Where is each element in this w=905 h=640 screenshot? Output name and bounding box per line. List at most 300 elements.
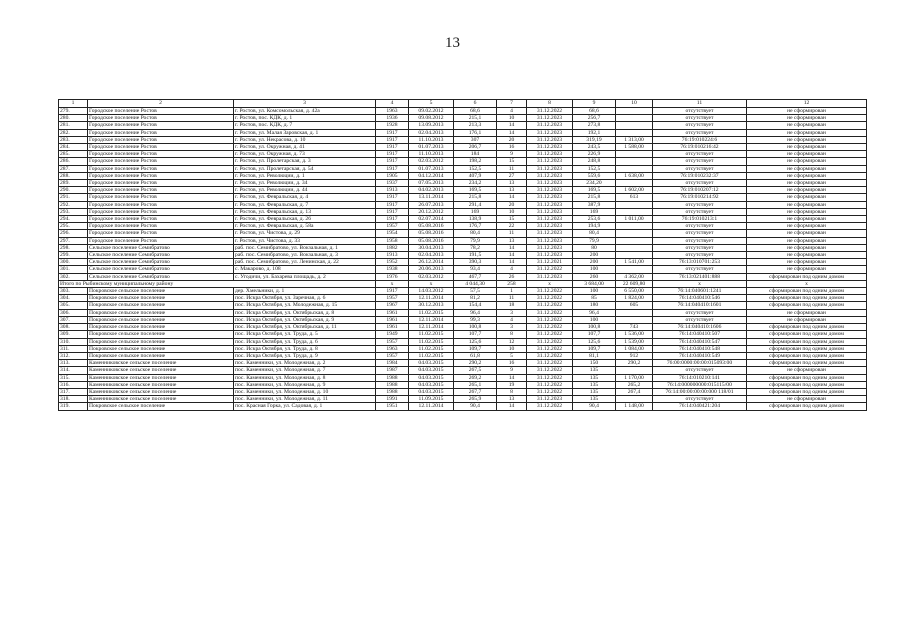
table-cell: 1917 (376, 194, 409, 201)
table-cell: 387,9 (573, 201, 616, 208)
table-row (59, 187, 867, 194)
table-cell: не сформирован (747, 252, 867, 259)
table-cell: 109,7 (573, 345, 616, 352)
table-cell: г. Ростов, пос. КДК, д. 7 (234, 122, 376, 129)
table-cell: сформирован под одним домом (747, 360, 867, 367)
table-cell: пос. Каменники, ул. Молодежная, д. 2 (234, 360, 376, 367)
table-cell: не сформирован (747, 165, 867, 172)
table-cell: 04.03.2015 (409, 360, 454, 367)
table-cell (616, 165, 653, 172)
table-cell: 1917 (376, 151, 409, 158)
row-number-cell: 308. (59, 324, 88, 331)
table-cell: пос. Каменники, ул. Молодежная, д. 7 (234, 367, 376, 374)
table-cell: 31.12.2023 (527, 208, 573, 215)
table-cell (616, 230, 653, 237)
table-cell: 31.12.2022 (527, 374, 573, 381)
table-cell: не сформирован (747, 172, 867, 179)
row-number-cell: 294. (59, 216, 88, 223)
table-cell: 100 (573, 316, 616, 323)
table-cell: сформирован под одним домом (747, 338, 867, 345)
table-cell: 125,6 (454, 338, 497, 345)
table-row (59, 309, 867, 316)
table-cell: сформирован под одним домом (747, 403, 867, 410)
table-cell: Городское поселение Ростов (88, 158, 234, 165)
table-cell: 9 (497, 367, 527, 374)
table-cell: 1938 (376, 266, 409, 273)
table-cell: 61,8 (454, 352, 497, 359)
table-row (59, 345, 867, 352)
table-cell: 04.03.2015 (409, 388, 454, 395)
table-cell: не сформирован (747, 208, 867, 215)
table-cell: 14 (497, 374, 527, 381)
table-cell: 215,1 (454, 115, 497, 122)
table-cell: 76:14:040410:546 (653, 295, 747, 302)
row-number-cell: 288. (59, 172, 88, 179)
table-cell: 31.12.2022 (527, 331, 573, 338)
table-cell: 31.12.2022 (527, 345, 573, 352)
table-row (59, 367, 867, 374)
table-cell: 80,4 (454, 230, 497, 237)
table-cell: не сформирован (747, 201, 867, 208)
table-cell: 4 044,30 (454, 280, 497, 287)
table-cell: 1882 (376, 244, 409, 251)
table-cell: сформирован под одним домом (747, 324, 867, 331)
table-cell: 3 684,00 (573, 280, 616, 287)
table-cell: 4 (497, 266, 527, 273)
table-cell (616, 316, 653, 323)
table-cell: 1917 (376, 288, 409, 295)
table-cell: отсутствует (653, 108, 747, 115)
table-cell: 1917 (376, 136, 409, 143)
table-cell: 307 (454, 136, 497, 143)
table-cell: Городское поселение Ростов (88, 194, 234, 201)
table-cell: 1 011,00 (616, 216, 653, 223)
table-cell: Каменниковское сельское поселение (88, 381, 234, 388)
table-cell: 11 (497, 165, 527, 172)
row-number-cell: 315. (59, 374, 88, 381)
table-cell: не сформирован (747, 244, 867, 251)
table-cell: 1963 (376, 345, 409, 352)
table-cell: 09.02.2012 (409, 108, 454, 115)
table-cell: 31.12.2022 (527, 295, 573, 302)
table-cell: 206,7 (454, 144, 497, 151)
table-cell: 269,2 (454, 374, 497, 381)
table-cell: 31.12.2022 (527, 338, 573, 345)
table-cell: 31.12.2022 (527, 288, 573, 295)
table-cell: отсутствует (653, 180, 747, 187)
table-cell: 135 (573, 374, 616, 381)
row-number-cell: 295. (59, 223, 88, 230)
row-number-cell: 301. (59, 266, 88, 273)
table-cell: отсутствует (653, 129, 747, 136)
table-cell: 02.07.2014 (409, 216, 454, 223)
table-cell: 1957 (376, 295, 409, 302)
table-cell: x (527, 280, 573, 287)
table-row (59, 158, 867, 165)
table-row (59, 180, 867, 187)
table-cell: 31.12.2023 (527, 129, 573, 136)
table-row (59, 230, 867, 237)
table-cell: 76:19:010207:12 (653, 187, 747, 194)
table-cell: 1961 (376, 316, 409, 323)
table-cell: Покровское сельское поселение (88, 345, 234, 352)
table-cell: сформирован под одним домом (747, 288, 867, 295)
table-cell: г. Ростов, ул. Революции, д. 1 (234, 172, 376, 179)
table-cell: не сформирован (747, 158, 867, 165)
table-cell: 152,5 (573, 165, 616, 172)
table-cell: 135 (573, 396, 616, 403)
table-cell: отсутствует (653, 115, 747, 122)
table-cell: 31.12.2023 (527, 194, 573, 201)
table-cell: 31.12.2022 (527, 266, 573, 273)
table-cell: 20.06.2013 (409, 266, 454, 273)
table-cell: г. Ростов, ул. Чистова, д. 33 (234, 237, 376, 244)
table-cell: пос. Искра Октября, ул. Труда, д. 5 (234, 331, 376, 338)
table-cell: г. Ростов, ул. Февральская, д. 4 (234, 194, 376, 201)
table-cell: 31.12.2023 (527, 396, 573, 403)
column-number-cell: 1 (59, 100, 88, 108)
table-row (59, 374, 867, 381)
table-cell: отсутствует (653, 208, 747, 215)
table-cell: 93,4 (454, 266, 497, 273)
table-cell: 200 (573, 252, 616, 259)
row-number-cell: 303. (59, 288, 88, 295)
table-cell: 12.11.2014 (409, 316, 454, 323)
table-cell: 192,1 (573, 129, 616, 136)
table-cell: 76:14:000000000:015115/00 (653, 381, 747, 388)
table-cell: 1 536,00 (616, 331, 653, 338)
table-cell: Покровское сельское поселение (88, 309, 234, 316)
row-number-cell: 299. (59, 252, 88, 259)
table-cell: 11 (497, 230, 527, 237)
table-cell: 13.09.2013 (409, 122, 454, 129)
table-cell: пос. Искра Октября, ул. Труда, д. 6 (234, 338, 376, 345)
table-cell: Городское поселение Ростов (88, 223, 234, 230)
table-cell (616, 252, 653, 259)
table-cell: 68,6 (454, 108, 497, 115)
table-cell: г. Ростов, ул. Пролетарская, д. 54 (234, 165, 376, 172)
table-cell: 135 (573, 367, 616, 374)
table-cell: 1988 (376, 381, 409, 388)
table-cell: 1905 (376, 172, 409, 179)
table-cell: 11.09.2015 (409, 396, 454, 403)
table-cell: Покровское сельское поселение (88, 295, 234, 302)
row-number-cell: 316. (59, 381, 88, 388)
table-cell: 20.12.2012 (409, 208, 454, 215)
table-cell: 258 (497, 280, 527, 287)
table-cell: 76:19:010216:42 (653, 144, 747, 151)
table-cell: не сформирован (747, 194, 867, 201)
table-cell: 12.11.2014 (409, 324, 454, 331)
table-cell: 11.02.2015 (409, 338, 454, 345)
table-cell: 31.12.2022 (527, 360, 573, 367)
table-cell (616, 244, 653, 251)
table-cell: Покровское сельское поселение (88, 403, 234, 410)
table-cell: не сформирован (747, 129, 867, 136)
page-number: 13 (445, 35, 460, 51)
table-cell: дер. Хмельники, д. 1 (234, 288, 376, 295)
table-row (59, 108, 867, 115)
table-cell: 31.12.2022 (527, 352, 573, 359)
table-cell: 1 (497, 288, 527, 295)
table-cell: отсутствует (653, 165, 747, 172)
table-cell (616, 180, 653, 187)
table-cell: 1949 (376, 331, 409, 338)
table-cell: 05.08.2016 (409, 237, 454, 244)
row-number-cell: 291. (59, 194, 88, 201)
table-cell: не сформирован (747, 367, 867, 374)
table-cell: 31.12.2023 (527, 122, 573, 129)
table-row (59, 302, 867, 309)
table-cell: 1954 (376, 230, 409, 237)
table-cell (616, 122, 653, 129)
table-cell: 10 (497, 115, 527, 122)
table-cell: 1 170,00 (616, 374, 653, 381)
table-cell: раб. пос. Семибратово, ул. Ленинская, д. 22 (234, 259, 376, 266)
table-cell: 80,4 (573, 230, 616, 237)
table-cell: пос. Каменники, ул. Молодежная, д. 11 (234, 396, 376, 403)
table-cell: 243,5 (573, 144, 616, 151)
table-cell: Покровское сельское поселение (88, 331, 234, 338)
table-cell: 1952 (376, 259, 409, 266)
table-cell: 265,2 (616, 381, 653, 388)
row-number-cell: 318. (59, 396, 88, 403)
table-cell: 99,3 (454, 316, 497, 323)
table-cell: 1976 (376, 273, 409, 280)
table-cell: Городское поселение Ростов (88, 108, 234, 115)
table-cell: Городское поселение Ростов (88, 230, 234, 237)
table-cell: 3 (497, 324, 527, 331)
table-cell: пос. Каменники, ул. Молодежная, д. 9 (234, 381, 376, 388)
table-cell: 57,5 (454, 288, 497, 295)
table-cell: 13 (497, 180, 527, 187)
table-cell: 152,5 (454, 165, 497, 172)
table-row (59, 136, 867, 143)
table-cell: 4 362,00 (616, 273, 653, 280)
table-cell: г. Ростов, ул. Февральская, д. 58а (234, 223, 376, 230)
table-cell: 22 (497, 223, 527, 230)
table-cell: 150 (573, 360, 616, 367)
table-cell: 76:14:040410:547 (653, 338, 747, 345)
table-cell: Покровское сельское поселение (88, 324, 234, 331)
table-row (59, 223, 867, 230)
table-cell: 13 (497, 187, 527, 194)
table-cell: Городское поселение Ростов (88, 136, 234, 143)
row-number-cell: 311. (59, 345, 88, 352)
table-cell: Сельское поселение Семибратово (88, 266, 234, 273)
table-cell: 1917 (376, 216, 409, 223)
table-cell: 125,6 (573, 338, 616, 345)
table-cell: 4 (497, 108, 527, 115)
table-cell: г. Ростов, ул. Комсомольская, д. 42а (234, 108, 376, 115)
table-cell: 31.12.2022 (527, 324, 573, 331)
table-row (59, 194, 867, 201)
table-cell: 14 (497, 403, 527, 410)
table-cell: 1961 (376, 309, 409, 316)
table-cell: не сформирован (747, 151, 867, 158)
table-cell: 265,9 (454, 396, 497, 403)
row-number-cell: 319. (59, 403, 88, 410)
table-cell: 191,5 (454, 252, 497, 259)
table-cell: 291,4 (454, 201, 497, 208)
table-cell: г. Ростов, ул. Некрасова, д. 10 (234, 136, 376, 143)
table-cell: сформирован под одним домом (747, 273, 867, 280)
column-number-cell: 7 (497, 100, 527, 108)
table-cell: 96,4 (454, 309, 497, 316)
table-cell: отсутствует (653, 266, 747, 273)
table-cell: 31.12.2023 (527, 216, 573, 223)
table-cell: 1937 (376, 180, 409, 187)
table-cell: Покровское сельское поселение (88, 352, 234, 359)
table-cell: Сельское поселение Семибратово (88, 244, 234, 251)
table-cell: 76:14:040410:1606 (653, 324, 747, 331)
row-number-cell: 285. (59, 151, 88, 158)
table-cell: 194,9 (573, 223, 616, 230)
table-cell: пос. Искра Октября, ул. Октябрьская, д. 9 (234, 316, 376, 323)
table-cell: Каменниковское сельское поселение (88, 374, 234, 381)
table-cell: 1 084,00 (616, 345, 653, 352)
table-cell: 1 148,00 (616, 403, 653, 410)
table-cell: Покровское сельское поселение (88, 316, 234, 323)
table-cell: сформирован под одним домом (747, 352, 867, 359)
table-cell: Городское поселение Ростов (88, 208, 234, 215)
table-cell: 31.12.2023 (527, 165, 573, 172)
table-cell: не сформирован (747, 223, 867, 230)
table-cell: 10 (497, 345, 527, 352)
table-cell: 31.12.2022 (527, 403, 573, 410)
table-cell: отсутствует (653, 367, 747, 374)
row-number-cell: 298. (59, 244, 88, 251)
table-cell: 31.12.2023 (527, 115, 573, 122)
table-cell: отсутствует (653, 223, 747, 230)
table-cell: 407,9 (454, 172, 497, 179)
table-cell: 1 313,00 (616, 136, 653, 143)
table-cell: сформирован под одним домом (747, 331, 867, 338)
table-cell: 90,4 (454, 403, 497, 410)
column-number-cell: 2 (88, 100, 234, 108)
column-number-row (59, 100, 867, 108)
row-number-cell: 309. (59, 331, 88, 338)
table-cell: 10 (497, 208, 527, 215)
table-cell: не сформирован (747, 396, 867, 403)
table-cell: 180 (573, 302, 616, 309)
table-cell: не сформирован (747, 309, 867, 316)
table-cell: 1917 (376, 165, 409, 172)
table-cell: 31.12.2022 (527, 381, 573, 388)
table-cell: 01.07.2013 (409, 144, 454, 151)
row-number-cell: 305. (59, 302, 88, 309)
table-cell: г. Ростов, ул. Февральская, д. 13 (234, 208, 376, 215)
table-cell: не сформирован (747, 316, 867, 323)
table-row (59, 324, 867, 331)
table-cell: 31.12.2023 (527, 180, 573, 187)
table-cell: 290,2 (454, 360, 497, 367)
table-cell (616, 367, 653, 374)
table-row (59, 388, 867, 395)
table-cell: 11.10.2013 (409, 136, 454, 143)
table-cell: 76:14:040410:1601 (653, 302, 747, 309)
table-cell: 19 (497, 381, 527, 388)
table-cell: 1 539,00 (616, 338, 653, 345)
table-cell: 1 638,00 (616, 172, 653, 179)
table-cell: 16 (497, 144, 527, 151)
table-row (59, 151, 867, 158)
table-cell: раб. пос. Семибратово, ул. Вокзальная, д. 1 (234, 244, 376, 251)
table-cell: Сельское поселение Семибратово (88, 259, 234, 266)
row-number-cell: 289. (59, 180, 88, 187)
table-cell: 11.02.2015 (409, 309, 454, 316)
table-cell: Городское поселение Ростов (88, 144, 234, 151)
table-cell: 04.02.2013 (409, 187, 454, 194)
total-label-cell: Итого по Рыбинскому муниципальному району (59, 280, 376, 287)
table-cell: 31.12.2022 (527, 367, 573, 374)
table-cell: Сельское поселение Семибратово (88, 273, 234, 280)
table-cell: 8 (497, 388, 527, 395)
table-cell: 215,8 (573, 194, 616, 201)
table-cell: 31.12.2023 (527, 158, 573, 165)
table-cell: 14 (497, 259, 527, 266)
table-cell: 01.07.2013 (409, 165, 454, 172)
table-row (59, 208, 867, 215)
table-cell: 267,4 (616, 388, 653, 395)
table-cell: 20 (497, 136, 527, 143)
table-row (59, 381, 867, 388)
table-cell: 76:14:040601:1241 (653, 288, 747, 295)
table-cell: 14 (497, 194, 527, 201)
table-cell: 467,7 (454, 273, 497, 280)
table-cell: г. Ростов, ул. Чистова, д. 29 (234, 230, 376, 237)
table-cell: 213,3 (454, 122, 497, 129)
table-cell: 81,2 (454, 295, 497, 302)
table-cell (616, 266, 653, 273)
table-cell: 1913 (376, 187, 409, 194)
table-cell: пос. Искра Октября, ул. Октябрьская, д. 11 (234, 324, 376, 331)
table-cell: 248,8 (573, 158, 616, 165)
table-cell: 76:19:010224:6 (653, 136, 747, 143)
table-cell: отсутствует (653, 396, 747, 403)
table-cell: 9 (497, 151, 527, 158)
table-cell: 267,7 (454, 388, 497, 395)
table-cell: 13.11.2014 (409, 194, 454, 201)
table-cell: Каменниковское сельское поселение (88, 367, 234, 374)
table-row (59, 115, 867, 122)
row-number-cell: 296. (59, 230, 88, 237)
table-cell: 100,8 (454, 324, 497, 331)
table-cell: 1967 (376, 302, 409, 309)
table-cell: 260 (573, 273, 616, 280)
table-cell: 31.12.2023 (527, 252, 573, 259)
table-cell: 253,6 (573, 216, 616, 223)
table-cell: 90,4 (573, 403, 616, 410)
row-number-cell: 290. (59, 187, 88, 194)
table-cell: отсутствует (653, 230, 747, 237)
housing-register-table (58, 99, 867, 411)
table-cell: 31.12.2023 (527, 136, 573, 143)
table-cell: сформирован под одним домом (747, 295, 867, 302)
table-cell: 05.08.2016 (409, 230, 454, 237)
table-cell: 76:14:00:00:00:00:000 118/01 (653, 388, 747, 395)
table-cell: 11 (497, 295, 527, 302)
table-cell: 31.12.2023 (527, 172, 573, 179)
table-cell: 11.10.2013 (409, 151, 454, 158)
table-cell: 1991 (376, 396, 409, 403)
column-number-cell: 11 (653, 100, 747, 108)
table-cell: пос. Красная Горка, ул. Садовая, д. 1 (234, 403, 376, 410)
table-cell: 1928 (376, 122, 409, 129)
table-cell: 14 (497, 122, 527, 129)
table-cell: 12.11.2014 (409, 295, 454, 302)
table-cell: сформирован под одним домом (747, 345, 867, 352)
